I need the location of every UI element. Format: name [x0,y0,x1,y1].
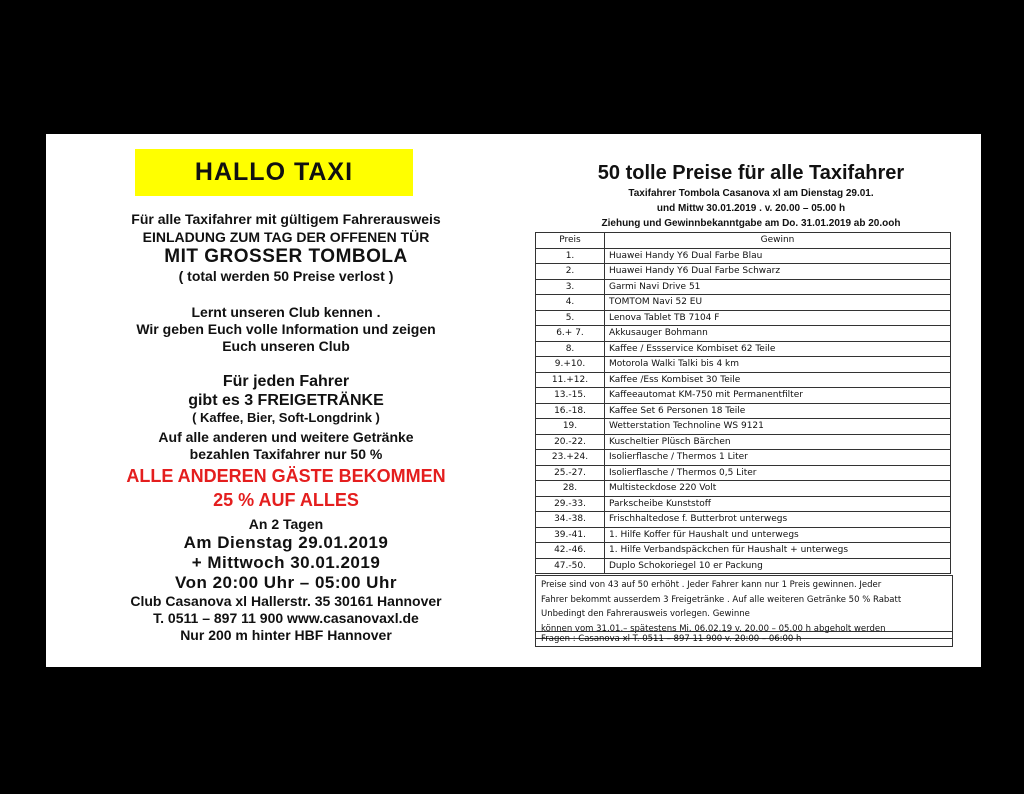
prize-number: 5. [536,310,605,326]
prizes-column [531,134,971,667]
column-header-gewinn: Gewinn [605,233,951,249]
prize-number: 20.-22. [536,434,605,450]
discount-line-1: Auf alle anderen und weitere Getränke [158,429,414,445]
table-row [536,419,951,435]
days-label: An 2 Tagen [248,516,324,532]
prize-name: Akkusauger Bohmann [605,326,951,342]
prize-name: 1. Hilfe Verbandspäckchen für Haushalt + unterwegs [605,543,951,559]
table-row [536,341,951,357]
prize-number: 29.-33. [536,496,605,512]
club-intro-line-2: Wir geben Euch volle Information und zeigen [136,321,436,337]
guests-offer-line-2: 25 % AUF ALLES [213,490,359,510]
table-row [536,434,951,450]
prize-number: 25.-27. [536,465,605,481]
prize-name: 1. Hilfe Koffer für Haushalt und unterwegs [605,527,951,543]
prize-name: Frischhaltedose f. Butterbrot unterwegs [605,512,951,528]
table-row [536,403,951,419]
prize-name: Kuscheltier Plüsch Bärchen [605,434,951,450]
flyer [46,134,981,667]
table-row [536,450,951,466]
drinks-line-1: Für jeden Fahrer [222,373,350,390]
column-header-preis: Preis [536,233,605,249]
tombola-heading: MIT GROSSER TOMBOLA [164,246,408,267]
table-row [536,310,951,326]
opening-hours: Von 20:00 Uhr – 05:00 Uhr [175,573,397,592]
prize-number: 34.-38. [536,512,605,528]
table-row [536,558,951,574]
prize-number: 23.+24. [536,450,605,466]
questions-contact: Fragen : Casanova xl T. 0511 – 897 11 900 v. 20:00 – 06:00 h [535,631,953,647]
prize-number: 6.+ 7. [536,326,605,342]
prize-name: Kaffee / Essservice Kombiset 62 Teile [605,341,951,357]
prize-count-note: ( total werden 50 Preise verlost ) [178,268,394,284]
prizes-title: 50 tolle Preise für alle Taxifahrer [597,162,905,184]
prize-number: 8. [536,341,605,357]
prize-number: 39.-41. [536,527,605,543]
invitation-column [66,134,506,667]
prize-name: Isolierflasche / Thermos 0,5 Liter [605,465,951,481]
drinks-list: ( Kaffee, Bier, Soft-Longdrink ) [192,410,380,425]
prize-name: Duplo Schokoriegel 10 er Packung [605,558,951,574]
prize-number: 11.+12. [536,372,605,388]
table-row [536,465,951,481]
prize-number: 16.-18. [536,403,605,419]
table-row [536,372,951,388]
prize-name: Kaffee Set 6 Personen 18 Teile [605,403,951,419]
drinks-line-2: gibt es 3 FREIGETRÄNKE [188,392,384,409]
table-row [536,388,951,404]
invite-line-2: EINLADUNG ZUM TAG DER OFFENEN TÜR [142,229,430,245]
tombola-notes [535,575,953,639]
table-row [536,527,951,543]
prize-number: 9.+10. [536,357,605,373]
prize-name: Isolierflasche / Thermos 1 Liter [605,450,951,466]
table-row [536,248,951,264]
club-intro-line-3: Euch unseren Club [222,338,350,354]
prize-name: Huawei Handy Y6 Dual Farbe Blau [605,248,951,264]
prize-name: Kaffeeautomat KM-750 mit Permanentfilter [605,388,951,404]
table-row [536,295,951,311]
table-row [536,481,951,497]
club-address: Club Casanova xl Hallerstr. 35 30161 Hannover [130,593,442,609]
table-row [536,326,951,342]
table-row [536,279,951,295]
date-wednesday: + Mittwoch 30.01.2019 [191,553,381,572]
club-location: Nur 200 m hinter HBF Hannover [180,627,392,643]
invite-line-1: Für alle Taxifahrer mit gültigem Fahrerausweis [131,211,441,227]
notes-line: Fahrer bekommt ausserdem 3 Freigetränke . Auf alle weiteren Getränke 50 % Rabatt [541,594,902,605]
date-tuesday: Am Dienstag 29.01.2019 [183,533,389,552]
prize-number: 42.-46. [536,543,605,559]
table-row [536,357,951,373]
table-header-row [536,233,951,249]
club-contact: T. 0511 – 897 11 900 www.casanovaxl.de [153,610,419,626]
prize-name: Garmi Navi Drive 51 [605,279,951,295]
prize-number: 28. [536,481,605,497]
prize-name: Multisteckdose 220 Volt [605,481,951,497]
prize-name: Wetterstation Technoline WS 9121 [605,419,951,435]
prize-name: TOMTOM Navi 52 EU [605,295,951,311]
prizes-subtitle-2: und Mittw 30.01.2019 . v. 20.00 – 05.00 h [656,203,846,214]
prize-name: Huawei Handy Y6 Dual Farbe Schwarz [605,264,951,280]
notes-line: Preise sind von 43 auf 50 erhöht . Jeder Fahrer kann nur 1 Preis gewinnen. Jeder [541,580,882,590]
table-row [536,264,951,280]
prize-name: Motorola Walki Talki bis 4 km [605,357,951,373]
prize-number: 3. [536,279,605,295]
table-row [536,512,951,528]
prize-name: Parkscheibe Kunststoff [605,496,951,512]
hallo-taxi-banner: HALLO TAXI [135,149,413,196]
prize-number: 19. [536,419,605,435]
prize-number: 2. [536,264,605,280]
club-intro-line-1: Lernt unseren Club kennen . [191,304,381,320]
prize-name: Kaffee /Ess Kombiset 30 Teile [605,372,951,388]
prizes-subtitle-1: Taxifahrer Tombola Casanova xl am Dienstag 29.01. [628,188,874,199]
prize-number: 1. [536,248,605,264]
prizes-table-body [536,248,951,574]
prize-number: 4. [536,295,605,311]
prize-number: 13.-15. [536,388,605,404]
guests-offer-line-1: ALLE ANDEREN GÄSTE BEKOMMEN [126,466,446,486]
discount-line-2: bezahlen Taxifahrer nur 50 % [189,446,383,462]
prizes-table [535,232,951,574]
prize-number: 47.-50. [536,558,605,574]
table-row [536,496,951,512]
table-row [536,543,951,559]
prizes-subtitle-3: Ziehung und Gewinnbekanntgabe am Do. 31.01.2019 ab 20.ooh [601,218,901,229]
notes-line: können vom 31.01.– spätestens Mi. 06.02.19 v. 20.00 – 05.00 h abgeholt werden [541,623,886,634]
notes-line: Unbedingt den Fahrerausweis vorlegen. Gewinne [541,609,750,619]
prize-name: Lenova Tablet TB 7104 F [605,310,951,326]
